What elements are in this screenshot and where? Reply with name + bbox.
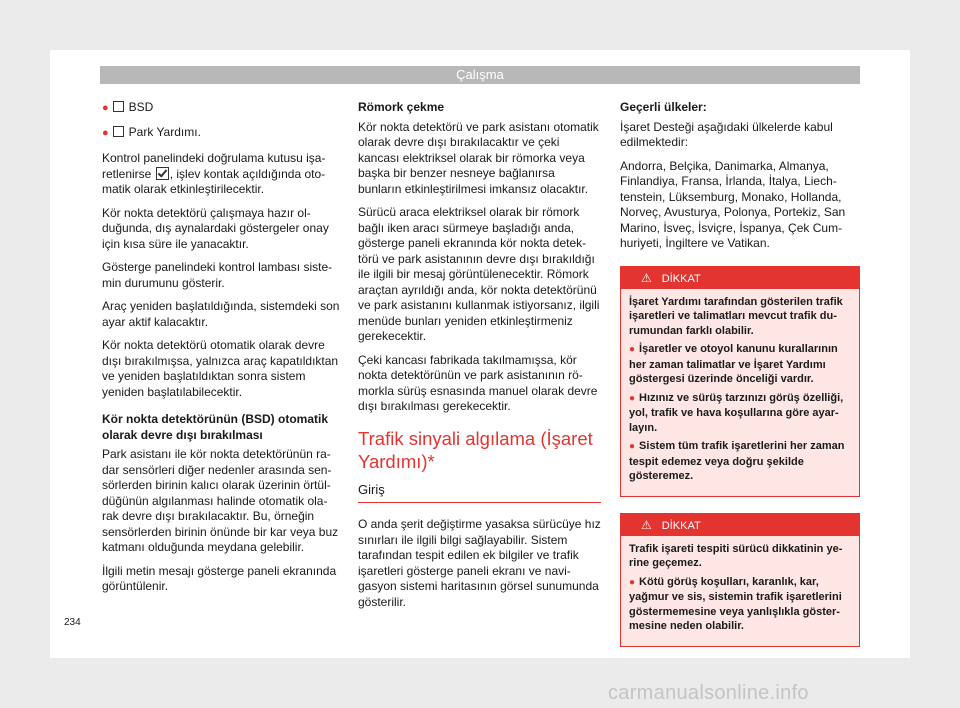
- bullet-icon: ●: [102, 102, 109, 114]
- list-item: [629, 342, 851, 387]
- warning-label: DİKKAT: [661, 272, 701, 285]
- column-middle: [358, 100, 601, 618]
- warning-body: [621, 289, 859, 496]
- bullet-text: Park Yardımı.: [128, 124, 201, 139]
- watermark: carmanualsonline.info: [608, 682, 809, 704]
- paragraph: İlgili metin mesajı gösterge paneli ekranında görüntülenir.: [102, 563, 337, 593]
- paragraph: Park asistanı ile kör nokta detektörünün radar sensörleri diğer nedenler arasında sensörlerden birinin kalıcı olarak üzerinin örtüldüğünün algılanması halinde otomatik olarak devre dışı bırakılacaktır. Bu, örneğin sensörlerden birinin önünde bir kar veya buz katmanı olduğunda meydana gelebilir.: [102, 447, 339, 554]
- paragraph-text: Kontrol panelindeki doğrulama kutusu işaretlenirse: [102, 151, 326, 181]
- checkbox-icon: [113, 101, 124, 112]
- page-header: Çalışma: [100, 66, 860, 84]
- column-left: [102, 100, 340, 603]
- paragraph: Kör nokta detektörü otomatik olarak devre dışı bırakılmışsa, yalnızca araç kapatıldıktan ve yeniden başlatıldıktan sonra sistem yeniden başlatılabilecektir.: [102, 338, 339, 399]
- paragraph: O anda şerit değiştirme yasaksa sürücüye hız sınırları ile ilgili bilgi sağlayabilir. Sistem tarafından tespit edilen ek bilgiler ve trafik işaretleri gösterge paneli ekranı ve navigasyon sistemi haritasının görsel sunumunda gösterilir.: [358, 517, 601, 609]
- list-item: [102, 125, 340, 142]
- bullet-text: İşaretler ve otoyol kanunu kurallarının her zaman talimatlar ve İşaret Yardımı göstergesi üzerinde önceliği vardır.: [629, 343, 838, 385]
- paragraph: Çeki kancası fabrikada takılmamışsa, kör nokta detektörünün ve park asistanının römorkla sürüş esnasında manuel olarak devre dışı bırakılması gerekecektir.: [358, 352, 598, 413]
- bullet-text: Hızınız ve sürüş tarzınızı görüş özelliği, yol, trafik ve hava koşullarına göre ayarlayın.: [629, 391, 844, 434]
- paragraph: Kör nokta detektörü ve park asistanı otomatik olarak devre dışı bırakılacaktır ve çeki kancası elektriksel olarak bir römorka veya başka bir benzer nesneye bağlanırsa bunların etkinleştirilmesi imkansız olacaktır.: [358, 119, 599, 196]
- section-heading: Geçerli ülkeler:: [620, 100, 707, 114]
- warning-box: [620, 513, 860, 647]
- warning-label: DİKKAT: [661, 519, 701, 532]
- checkbox-icon: [113, 126, 124, 137]
- list-item: [629, 575, 851, 634]
- paragraph: Sürücü araca elektriksel olarak bir römork bağlı iken aracı sürmeye başladığı anda, gösterge paneli ekranında kör nokta detektörü ve park asistanının devre dışı bırakıldığı ile ilgili bir mesaj görüntülenecektir. Römork araçtan ayrıldığı anda, kör nokta detektörünü ve park asistanını kullanmak istiyorsanız, ilgili menüde bunları yeniden etkinleştirmeniz gerekecektir.: [358, 205, 600, 343]
- warning-triangle-icon: ⚠: [641, 270, 652, 285]
- bullet-text: BSD: [128, 100, 154, 114]
- bullet-text: Kötü görüş koşulları, karanlık, kar, yağmur ve sis, sistemin trafik işaretlerini göstermemesine veya yanlışlıkla göstermesine neden olabilir.: [629, 575, 842, 632]
- warning-text: Trafik işareti tespiti sürücü dikkatinin yerine geçemez.: [629, 542, 843, 569]
- warning-text: İşaret Yardımı tarafından gösterilen trafik işaretleri ve talimatları mevcut trafik durumundan farklı olabilir.: [629, 295, 843, 337]
- section-heading: Kör nokta detektörünün (BSD) otomatik olarak devre dışı bırakılması: [102, 412, 329, 442]
- list-item: [629, 439, 851, 484]
- chapter-title: Trafik sinyali algılama (İşaret Yardımı)*: [358, 427, 593, 472]
- bullet-icon: ●: [629, 344, 636, 355]
- warning-triangle-icon: ⚠: [641, 517, 652, 532]
- column-right: [620, 100, 860, 663]
- list-item: [102, 100, 340, 117]
- bullet-icon: ●: [102, 126, 109, 139]
- paragraph-text: , işlev kontak açıldığında otomatik olarak etkinleştirilecektir.: [102, 166, 326, 196]
- paragraph: İşaret Desteği aşağıdaki ülkelerde kabul edilmektedir:: [620, 119, 833, 149]
- warning-header: [621, 514, 859, 536]
- paragraph: Araç yeniden başlatıldığında, sistemdeki son ayar aktif kalacaktır.: [102, 299, 340, 329]
- bullet-text: Sistem tüm trafik işaretlerini her zaman tespit edemez veya doğru şekilde gösteremez.: [629, 440, 845, 482]
- bullet-icon: ●: [629, 441, 636, 452]
- paragraph: Gösterge panelindeki kontrol lambası sistemin durumunu gösterir.: [102, 260, 333, 290]
- list-item: [629, 391, 851, 436]
- bullet-icon: ●: [629, 392, 636, 404]
- section-heading: Römork çekme: [358, 100, 445, 114]
- page-number: 234: [64, 617, 81, 628]
- warning-body: [621, 536, 859, 646]
- paragraph: Andorra, Belçika, Danimarka, Almanya, Finlandiya, Fransa, İrlanda, İtalya, Liechtenstein, Lüksemburg, Monako, Hollanda, Norveç, Avusturya, Polonya, Portekiz, San Marino, İsveç, İsviçre, İspanya, Çek Cumhuriyeti, İngiltere ve Vatikan.: [620, 158, 846, 250]
- warning-header: [621, 267, 859, 289]
- bullet-icon: ●: [629, 576, 636, 588]
- paragraph: [102, 151, 340, 198]
- checkmark-icon: [156, 167, 169, 180]
- paragraph: Kör nokta detektörü çalışmaya hazır olduğunda, dış aynalardaki göstergeler onay için kısa süre ile yanacaktır.: [102, 205, 329, 251]
- sub-heading: Giriş: [358, 482, 601, 504]
- warning-box: [620, 266, 860, 497]
